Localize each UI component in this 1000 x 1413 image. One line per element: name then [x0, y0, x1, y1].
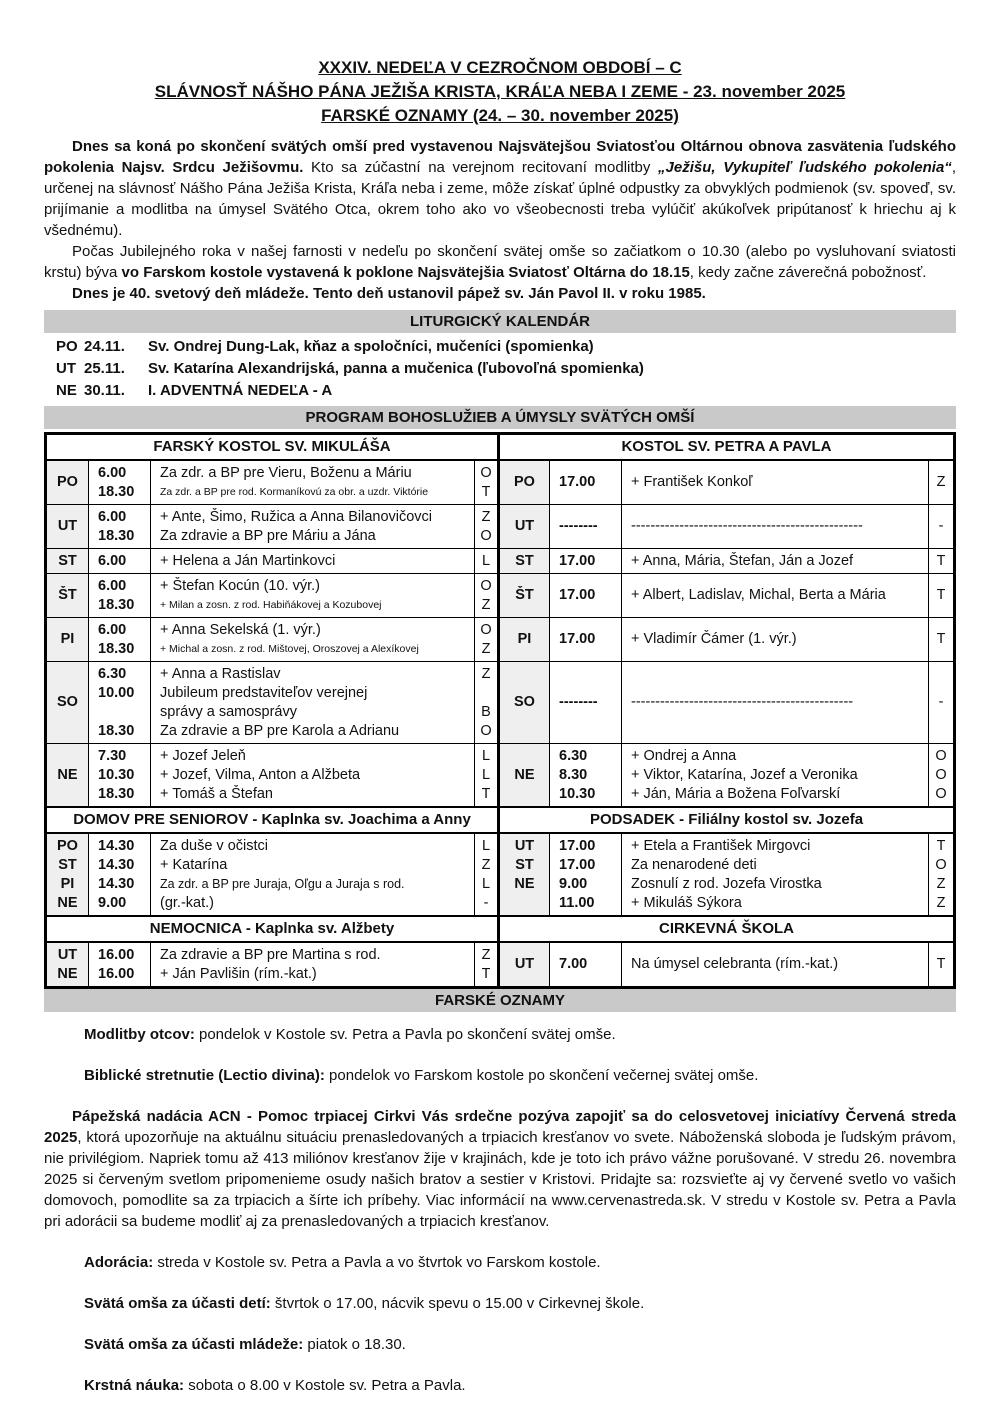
calendar-date: 24.11.: [84, 338, 125, 355]
intro-p2-bold: vo Farskom kostole vystavená k poklone Najsvätejšia Sviatosť Oltárna do 18.15: [121, 264, 690, 281]
calendar-date: 30.11.: [84, 382, 125, 399]
intention-type-letter: -: [938, 694, 944, 710]
schedule-row: [47, 461, 497, 504]
announcement-text: pondelok v Kostole sv. Petra a Pavla po skončení svätej omše.: [194, 1026, 616, 1043]
mass-intention: + Ján, Mária a Božena Foľvarskí: [631, 785, 841, 802]
time-cell: [89, 549, 151, 573]
calendar-entry: [44, 380, 956, 402]
schedule-row: [47, 834, 497, 915]
intention-type-letter: -: [483, 894, 489, 911]
schedule-section-title: FARSKÝ KOSTOL SV. MIKULÁŠA: [47, 435, 497, 461]
day-cell: [47, 574, 89, 617]
calendar-day: PO: [56, 338, 78, 355]
calendar-day: UT: [56, 360, 76, 377]
schedule-row: [500, 617, 953, 661]
mass-time: 6.00: [98, 577, 127, 594]
mass-intention: ----------------------------------------------: [631, 694, 854, 710]
time-cell: [89, 505, 151, 548]
type-cell: [929, 744, 953, 806]
mass-intention: + Ján Pavlišin (rím.-kat.): [160, 965, 317, 982]
intention-type-letter: Z: [481, 946, 491, 963]
day-label: PI: [517, 631, 532, 647]
mass-intention: Na úmysel celebranta (rím.-kat.): [631, 956, 839, 972]
day-cell: [47, 461, 89, 504]
schedule-section-title: CIRKEVNÁ ŠKOLA: [500, 917, 953, 943]
intention-type-letter: T: [936, 587, 946, 603]
liturgical-calendar-list: [44, 336, 956, 402]
time-cell: [89, 943, 151, 986]
announcement-item: [44, 1252, 956, 1273]
mass-time: 6.00: [98, 464, 127, 481]
mass-intention: (gr.-kat.): [160, 894, 214, 911]
intro-p2-text: Počas Jubilejného roka v našej farnosti v nedeľu po skončení svätej omše so začiatkom o 10.30 (alebo po vysluhovaní sviatosti krstu) býva: [44, 243, 956, 281]
intention-type-letter: O: [480, 527, 492, 544]
mass-intention: + Albert, Ladislav, Michal, Berta a Mária: [631, 587, 886, 603]
day-cell: [47, 618, 89, 661]
intro-paragraph-1: [44, 136, 956, 241]
intention-type-letter: Z: [936, 894, 946, 911]
intention-cell: [622, 834, 929, 915]
intention-type-letter: T: [936, 552, 946, 569]
day-cell: [47, 662, 89, 743]
intention-type-letter: T: [481, 965, 491, 982]
page-subtitle-2: FARSKÉ OZNAMY (24. – 30. november 2025): [321, 106, 679, 125]
type-cell: [475, 744, 497, 806]
time-cell: [89, 461, 151, 504]
day-label: SO: [57, 694, 78, 710]
mass-time: 9.00: [98, 894, 127, 911]
schedule-half-left: [47, 435, 500, 986]
intention-type-letter: Z: [481, 640, 491, 657]
mass-time: 7.30: [98, 747, 127, 764]
intention-cell: [622, 943, 929, 986]
announcement-lead: Svätá omša za účasti detí:: [84, 1295, 271, 1312]
mass-time: 6.00: [98, 621, 127, 638]
intention-type-letter: Z: [481, 508, 491, 525]
day-cell: [47, 549, 89, 573]
type-cell: [475, 549, 497, 573]
announcement-lead: Modlitby otcov:: [84, 1026, 195, 1043]
mass-schedule-table: [44, 432, 956, 989]
intention-type-letter: Z: [936, 474, 946, 490]
day-label: NE: [514, 875, 535, 892]
mass-intention: Za zdr. a BP pre Vieru, Boženu a Máriu: [160, 464, 412, 481]
time-cell: [89, 662, 151, 743]
mass-time: 18.30: [98, 785, 135, 802]
time-cell: [550, 549, 622, 573]
day-label: PO: [57, 474, 78, 490]
day-cell: [500, 943, 550, 986]
day-cell: [47, 505, 89, 548]
announcement-item: [44, 1065, 956, 1086]
intention-type-letter: L: [481, 875, 491, 892]
mass-time: 14.30: [98, 837, 135, 854]
intention-type-letter: O: [480, 577, 492, 594]
time-cell: [89, 744, 151, 806]
mass-intention: + Anna a Rastislav: [160, 665, 281, 682]
day-label: ST: [515, 552, 534, 569]
mass-time: 16.00: [98, 965, 135, 982]
type-cell: [929, 549, 953, 573]
schedule-section: [500, 806, 953, 915]
intention-type-letter: O: [935, 747, 947, 764]
mass-time: 6.00: [98, 552, 127, 569]
intro-paragraph-2: [44, 241, 956, 283]
day-cell: [500, 574, 550, 617]
day-label: UT: [514, 837, 535, 854]
calendar-day: NE: [56, 382, 77, 399]
time-cell: [550, 662, 622, 743]
intro-p2-text-2: , kedy začne záverečná pobožnosť.: [689, 264, 927, 281]
intention-cell: [622, 574, 929, 617]
day-label: ST: [58, 856, 77, 873]
intention-type-letter: Z: [481, 856, 491, 873]
mass-time: 6.30: [98, 665, 127, 682]
announcement-text: pondelok vo Farskom kostole po skončení večernej svätej omše.: [324, 1067, 759, 1084]
mass-intention: + František Konkoľ: [631, 474, 753, 490]
page-title: XXXIV. NEDEĽA V CEZROČNOM OBDOBÍ – C: [318, 58, 682, 77]
day-label: UT: [514, 518, 535, 534]
schedule-section: [47, 915, 497, 986]
calendar-date: 25.11.: [84, 360, 125, 377]
mass-intention: Jubileum predstaviteľov verejnej: [160, 684, 368, 701]
day-label: PI: [60, 875, 75, 892]
day-label: ŠT: [58, 587, 77, 603]
schedule-row: [500, 548, 953, 573]
intention-cell: [151, 943, 475, 986]
intro-p1-text: Kto sa zúčastní na verejnom recitovaní modlitby: [303, 159, 659, 176]
mass-time: --------: [559, 518, 598, 534]
type-cell: [475, 834, 497, 915]
schedule-row: [500, 504, 953, 548]
schedule-section: [500, 915, 953, 986]
mass-time: 7.00: [559, 956, 588, 972]
document-header: [44, 56, 956, 128]
mass-time: 16.00: [98, 946, 135, 963]
mass-intention: + Helena a Ján Martinkovci: [160, 552, 336, 569]
schedule-section: [47, 435, 497, 806]
mass-time: 18.30: [98, 596, 135, 613]
calendar-text: Sv. Ondrej Dung-Lak, kňaz a spoločníci, mučeníci (spomienka): [148, 338, 594, 355]
intention-type-letter: L: [481, 837, 491, 854]
intention-type-letter: -: [938, 518, 944, 534]
mass-intention: Za zdravie a BP pre Máriu a Jána: [160, 527, 376, 544]
announcement-text: štvrtok o 17.00, nácvik spevu o 15.00 v Cirkevnej škole.: [270, 1295, 645, 1312]
schedule-half-right: [500, 435, 953, 986]
mass-time: 18.30: [98, 722, 135, 739]
day-cell: [500, 549, 550, 573]
mass-intention: + Vladimír Čámer (1. výr.): [631, 631, 797, 647]
schedule-row: [500, 943, 953, 986]
intention-cell: [151, 834, 475, 915]
mass-time: 10.30: [98, 766, 135, 783]
mass-intention: Za zdr. a BP pre Juraja, Oľgu a Juraja s rod.: [160, 876, 405, 891]
day-cell: [500, 744, 550, 806]
intro-p1-text-2: , určenej na slávnosť Nášho Pána Ježiša Krista, Kráľa neba i zeme, môže získať úplné odpustky za obvyklých podmienok (sv. spoveď, sv. prijímanie a modlitba na úmysel Svätého Otca, okrem toho ako vo všeobecnosti treba vylúčiť akúkoľvek pripútanosť k hriechu aj k všednému).: [44, 159, 956, 239]
type-cell: [929, 505, 953, 548]
type-cell: [929, 662, 953, 743]
intention-type-letter: B: [481, 703, 491, 720]
intention-type-letter: O: [480, 722, 492, 739]
intention-type-letter: T: [481, 483, 491, 500]
mass-time: 17.00: [559, 837, 596, 854]
type-cell: [475, 461, 497, 504]
announcement-lead: Biblické stretnutie (Lectio divina):: [84, 1067, 325, 1084]
type-cell: [475, 662, 497, 743]
intention-type-letter: O: [935, 766, 947, 783]
intro-p1-quote: „Ježišu, Vykupiteľ ľudského pokolenia“: [658, 159, 952, 176]
mass-time: 17.00: [559, 552, 596, 569]
type-cell: [475, 943, 497, 986]
mass-time: 18.30: [98, 527, 135, 544]
day-cell: [47, 744, 89, 806]
schedule-section-title: PODSADEK - Filiálny kostol sv. Jozefa: [500, 808, 953, 834]
mass-time: 17.00: [559, 474, 596, 490]
day-label: ST: [58, 552, 77, 569]
day-label: PO: [57, 837, 78, 854]
intention-type-letter: Z: [481, 665, 491, 682]
day-cell: [47, 943, 89, 986]
mass-time: 8.30: [559, 766, 588, 783]
mass-time: 6.30: [559, 747, 588, 764]
mass-time: --------: [559, 694, 598, 710]
announcement-item: [44, 1375, 956, 1396]
intention-type-letter: L: [481, 766, 491, 783]
type-cell: [475, 505, 497, 548]
day-label: NE: [57, 766, 78, 783]
page-subtitle: SLÁVNOSŤ NÁŠHO PÁNA JEŽIŠA KRISTA, KRÁĽA NEBA I ZEME - 23. november 2025: [154, 82, 846, 101]
mass-intention: + Anna, Mária, Štefan, Ján a Jozef: [631, 552, 854, 569]
mass-intention: Za zdr. a BP pre rod. Kormaníkovú za obr. a uzdr. Viktórie: [160, 485, 429, 498]
type-cell: [929, 943, 953, 986]
announcement-item: [44, 1293, 956, 1314]
intention-cell: [622, 618, 929, 661]
day-label: PO: [514, 474, 535, 490]
schedule-row: [500, 743, 953, 806]
intention-type-letter: T: [936, 631, 946, 647]
day-cell: [500, 834, 550, 915]
schedule-row: [47, 504, 497, 548]
mass-intention: + Etela a František Mirgovci: [631, 837, 811, 854]
schedule-row: [47, 743, 497, 806]
intro-p1-bold: Dnes sa koná po skončení svätých omší pred vystavenou Najsvätejšou Sviatosťou Oltárnou obnova zasvätenia ľudského pokolenia Najsv. Srdcu Ježišovmu.: [44, 138, 956, 176]
schedule-row: [500, 461, 953, 504]
schedule-row: [500, 834, 953, 915]
intention-cell: [151, 574, 475, 617]
announcements-banner: FARSKÉ OZNAMY: [44, 989, 956, 1012]
announcement-item: [44, 1106, 956, 1232]
intention-cell: [622, 744, 929, 806]
intention-type-letter: L: [481, 552, 491, 569]
mass-intention: + Štefan Kocún (10. výr.): [160, 577, 320, 594]
mass-time: 18.30: [98, 640, 135, 657]
intention-cell: [622, 662, 929, 743]
time-cell: [550, 834, 622, 915]
schedule-section-title: KOSTOL SV. PETRA A PAVLA: [500, 435, 953, 461]
mass-intention: + Milan a zosn. z rod. Habiňákovej a Kozubovej: [160, 598, 382, 611]
mass-intention: + Michal a zosn. z rod. Mištovej, Oroszovej a Alexíkovej: [160, 642, 419, 655]
schedule-row: [47, 661, 497, 743]
mass-intention: + Ondrej a Anna: [631, 747, 737, 764]
mass-intention: + Ante, Šimo, Ružica a Anna Bilanovičovci: [160, 508, 433, 525]
schedule-row: [500, 573, 953, 617]
intention-cell: [151, 618, 475, 661]
mass-intention: Za duše v očistci: [160, 837, 268, 854]
time-cell: [550, 618, 622, 661]
mass-time: 17.00: [559, 631, 596, 647]
intention-type-letter: O: [480, 621, 492, 638]
schedule-section-title: DOMOV PRE SENIOROV - Kaplnka sv. Joachima a Anny: [47, 808, 497, 834]
type-cell: [475, 618, 497, 661]
mass-time: 17.00: [559, 587, 596, 603]
time-cell: [550, 744, 622, 806]
time-cell: [89, 618, 151, 661]
schedule-row: [47, 573, 497, 617]
mass-time: 18.30: [98, 483, 135, 500]
time-cell: [550, 505, 622, 548]
time-cell: [550, 943, 622, 986]
mass-time: [98, 703, 150, 722]
announcement-lead: Krstná náuka:: [84, 1377, 185, 1394]
calendar-text: I. ADVENTNÁ NEDEĽA - A: [148, 382, 333, 399]
schedule-row: [47, 617, 497, 661]
type-cell: [929, 834, 953, 915]
intention-cell: [622, 461, 929, 504]
mass-intention: + Anna Sekelská (1. výr.): [160, 621, 321, 638]
schedule-section: [47, 806, 497, 915]
mass-intention: + Jozef Jeleň: [160, 747, 246, 764]
intention-cell: [151, 505, 475, 548]
mass-time: 6.00: [98, 508, 127, 525]
day-cell: [500, 505, 550, 548]
type-cell: [929, 574, 953, 617]
announcements-list: [44, 1024, 956, 1396]
intention-cell: [622, 549, 929, 573]
mass-time: 14.30: [98, 875, 135, 892]
mass-intention: + Jozef, Vilma, Anton a Alžbeta: [160, 766, 361, 783]
day-label: NE: [57, 965, 78, 982]
day-label: NE: [514, 766, 535, 783]
announcement-lead: Pápežská nadácia ACN - Pomoc trpiacej Cirkvi Vás srdečne pozýva zapojiť sa do celosvetovej iniciatívy Červená streda 2025: [44, 1108, 956, 1146]
announcement-text: streda v Kostole sv. Petra a Pavla a vo štvrtok vo Farskom kostole.: [153, 1254, 601, 1271]
intention-type-letter: T: [936, 956, 946, 972]
time-cell: [550, 574, 622, 617]
announcement-item: [44, 1024, 956, 1045]
intention-type-letter: O: [935, 856, 947, 873]
day-label: ST: [515, 856, 534, 873]
mass-intention: ------------------------------------------------: [631, 518, 863, 534]
schedule-section-title: NEMOCNICA - Kaplnka sv. Alžbety: [47, 917, 497, 943]
calendar-text: Sv. Katarína Alexandrijská, panna a mučenica (ľubovoľná spomienka): [148, 360, 644, 377]
mass-time: 17.00: [559, 856, 596, 873]
day-cell: [500, 461, 550, 504]
announcement-lead: Svätá omša za účasti mládeže:: [84, 1336, 304, 1353]
liturgical-calendar-banner: LITURGICKÝ KALENDÁR: [44, 310, 956, 333]
intention-cell: [151, 461, 475, 504]
day-label: UT: [57, 946, 78, 963]
schedule-section: [500, 435, 953, 806]
day-cell: [47, 834, 89, 915]
mass-intention: + Viktor, Katarína, Jozef a Veronika: [631, 766, 858, 783]
intro-p3-bold: Dnes je 40. svetový deň mládeže. Tento deň ustanovil pápež sv. Ján Pavol II. v roku 1985.: [72, 285, 706, 302]
intro-paragraph-3: [44, 283, 956, 304]
schedule-row: [47, 548, 497, 573]
intention-cell: [151, 549, 475, 573]
day-label: UT: [57, 518, 78, 534]
time-cell: [550, 461, 622, 504]
time-cell: [89, 834, 151, 915]
intention-type-letter: T: [481, 785, 491, 802]
mass-intention: Za zdravie a BP pre Karola a Adrianu: [160, 722, 400, 739]
mass-intention: + Katarína: [160, 856, 228, 873]
type-cell: [929, 461, 953, 504]
day-cell: [500, 662, 550, 743]
calendar-entry: [44, 336, 956, 358]
time-cell: [89, 574, 151, 617]
mass-intention: Za nenarodené deti: [631, 856, 757, 873]
day-label: ŠT: [515, 587, 534, 603]
mass-time: 9.00: [559, 875, 588, 892]
type-cell: [929, 618, 953, 661]
announcement-item: [44, 1334, 956, 1355]
intention-type-letter: Z: [936, 875, 946, 892]
intention-type-letter: Z: [481, 596, 491, 613]
mass-intention: správy a samosprávy: [160, 703, 297, 720]
day-label: PI: [60, 631, 75, 647]
program-banner: PROGRAM BOHOSLUŽIEB A ÚMYSLY SVÄTÝCH OMŠÍ: [44, 406, 956, 429]
day-label: UT: [514, 956, 535, 972]
schedule-row: [500, 661, 953, 743]
mass-intention: + Mikuláš Sýkora: [631, 894, 742, 911]
day-label: SO: [514, 694, 535, 710]
announcement-text: piatok o 18.30.: [303, 1336, 406, 1353]
intention-cell: [151, 744, 475, 806]
intention-type-letter: O: [935, 785, 947, 802]
schedule-row: [47, 943, 497, 986]
mass-time: 10.30: [559, 785, 596, 802]
day-cell: [500, 618, 550, 661]
announcement-lead: Adorácia:: [84, 1254, 154, 1271]
day-label: NE: [57, 894, 78, 911]
calendar-entry: [44, 358, 956, 380]
intention-type-letter: O: [480, 464, 492, 481]
intention-cell: [151, 662, 475, 743]
announcement-text: , ktorá upozorňuje na aktuálnu situáciu prenasledovaných a trpiacich kresťanov vo svete. Náboženská sloboda je ľudským právom, nie privilégiom. Napriek tomu až 413 miliónov kresťanov žije v krajinách, kde je toto ich právo vážne porušované. V stredu 26. novembra 2025 si červeným svetlom pripomenieme osudy našich bratov a sestier v Kristovi. Pridajte sa: rozsvieťte aj vy červené svetlo vo vašich domovoch, pomodlite sa za trpiacich a šírte ich príbehy. Viac informácií na www.cervenastreda.sk. V stredu v Kostole sv. Petra a Pavla pri adorácii sa budeme modliť aj za prenasledovaných a trpiacich kresťanov.: [44, 1129, 956, 1230]
intention-cell: [622, 505, 929, 548]
mass-intention: Zosnulí z rod. Jozefa Virostka: [631, 875, 822, 892]
announcement-text: sobota o 8.00 v Kostole sv. Petra a Pavla.: [184, 1377, 466, 1394]
intention-type-letter: L: [481, 747, 491, 764]
mass-time: 10.00: [98, 684, 135, 701]
mass-intention: Za zdravie a BP pre Martina s rod.: [160, 946, 381, 963]
mass-time: 14.30: [98, 856, 135, 873]
type-cell: [475, 574, 497, 617]
mass-time: 11.00: [559, 894, 595, 911]
intention-type-letter: T: [936, 837, 946, 854]
mass-intention: + Tomáš a Štefan: [160, 785, 273, 802]
